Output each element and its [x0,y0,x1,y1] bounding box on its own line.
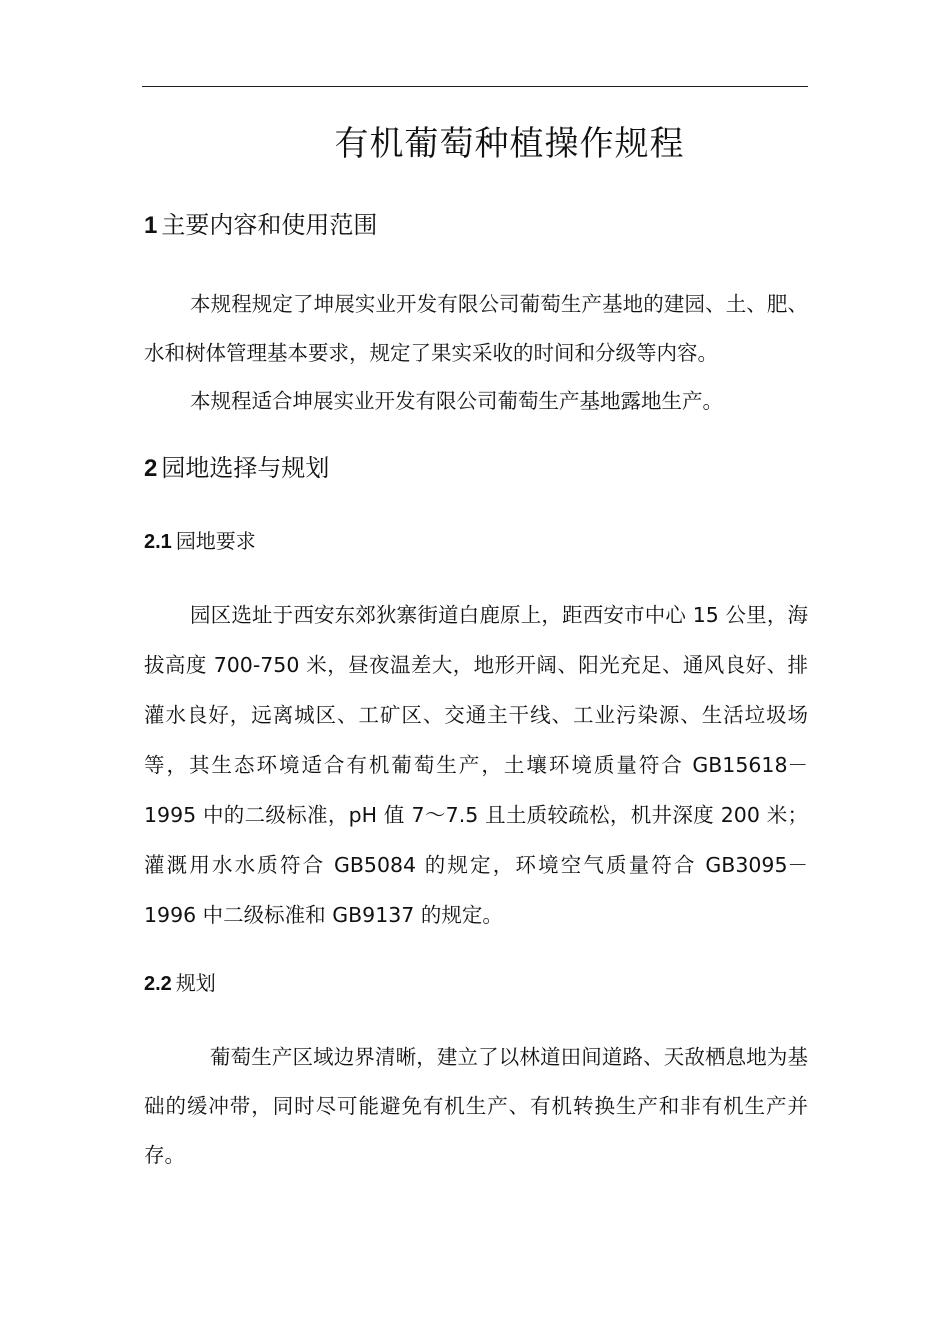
subsection-2-2-paragraph: 葡萄生产区域边界清晰，建立了以林道田间道路、天敌栖息地为基础的缓冲带，同时尽可能避免有机生产、有机转换生产和非有机生产并存。 [144,1045,808,1167]
subsection-2-2-title: 规划 [175,971,216,995]
section-2-heading [144,451,329,486]
document-title: 有机葡萄种植操作规程 [334,124,685,164]
subsection-2-2-number: 2.2 [144,973,172,995]
section-1-paragraph-2: 本规程适合坤展实业开发有限公司葡萄生产基地露地生产。 [190,389,723,413]
section-1-title: 主要内容和使用范围 [161,211,378,239]
subsection-2-1-heading [144,526,256,557]
subsection-2-2-heading [144,968,216,999]
subsection-2-1-title: 园地要求 [175,529,256,553]
header-rule [142,86,808,87]
section-1-number: 1 [144,212,158,239]
section-2-number: 2 [144,455,158,482]
section-1-heading [144,208,377,243]
section-2-title: 园地选择与规划 [161,454,330,482]
section-1-paragraph-1: 本规程规定了坤展实业开发有限公司葡萄生产基地的建园、土、肥、水和树体管理基本要求，规定了果实采收的时间和分级等内容。 [144,292,808,365]
subsection-2-1-number: 2.1 [144,531,172,553]
subsection-2-1-paragraph: 园区选址于西安东郊狄寨街道白鹿原上，距西安市中心 15 公里，海拔高度 700-750 米，昼夜温差大，地形开阔、阳光充足、通风良好、排灌水良好，远离城区、工矿区、交通主干线、工业污染源、生活垃圾场等，其生态环境适合有机葡萄生产，土壤环境质量符合 GB15618－1995 中的二级标准，pH 值 7～7.5 且土质较疏松，机井深度 200 米；灌溉用水水质符合 GB5084 的规定，环境空气质量符合 GB3095－1996 中二级标准和 GB9137 的规定。 [144,603,808,927]
